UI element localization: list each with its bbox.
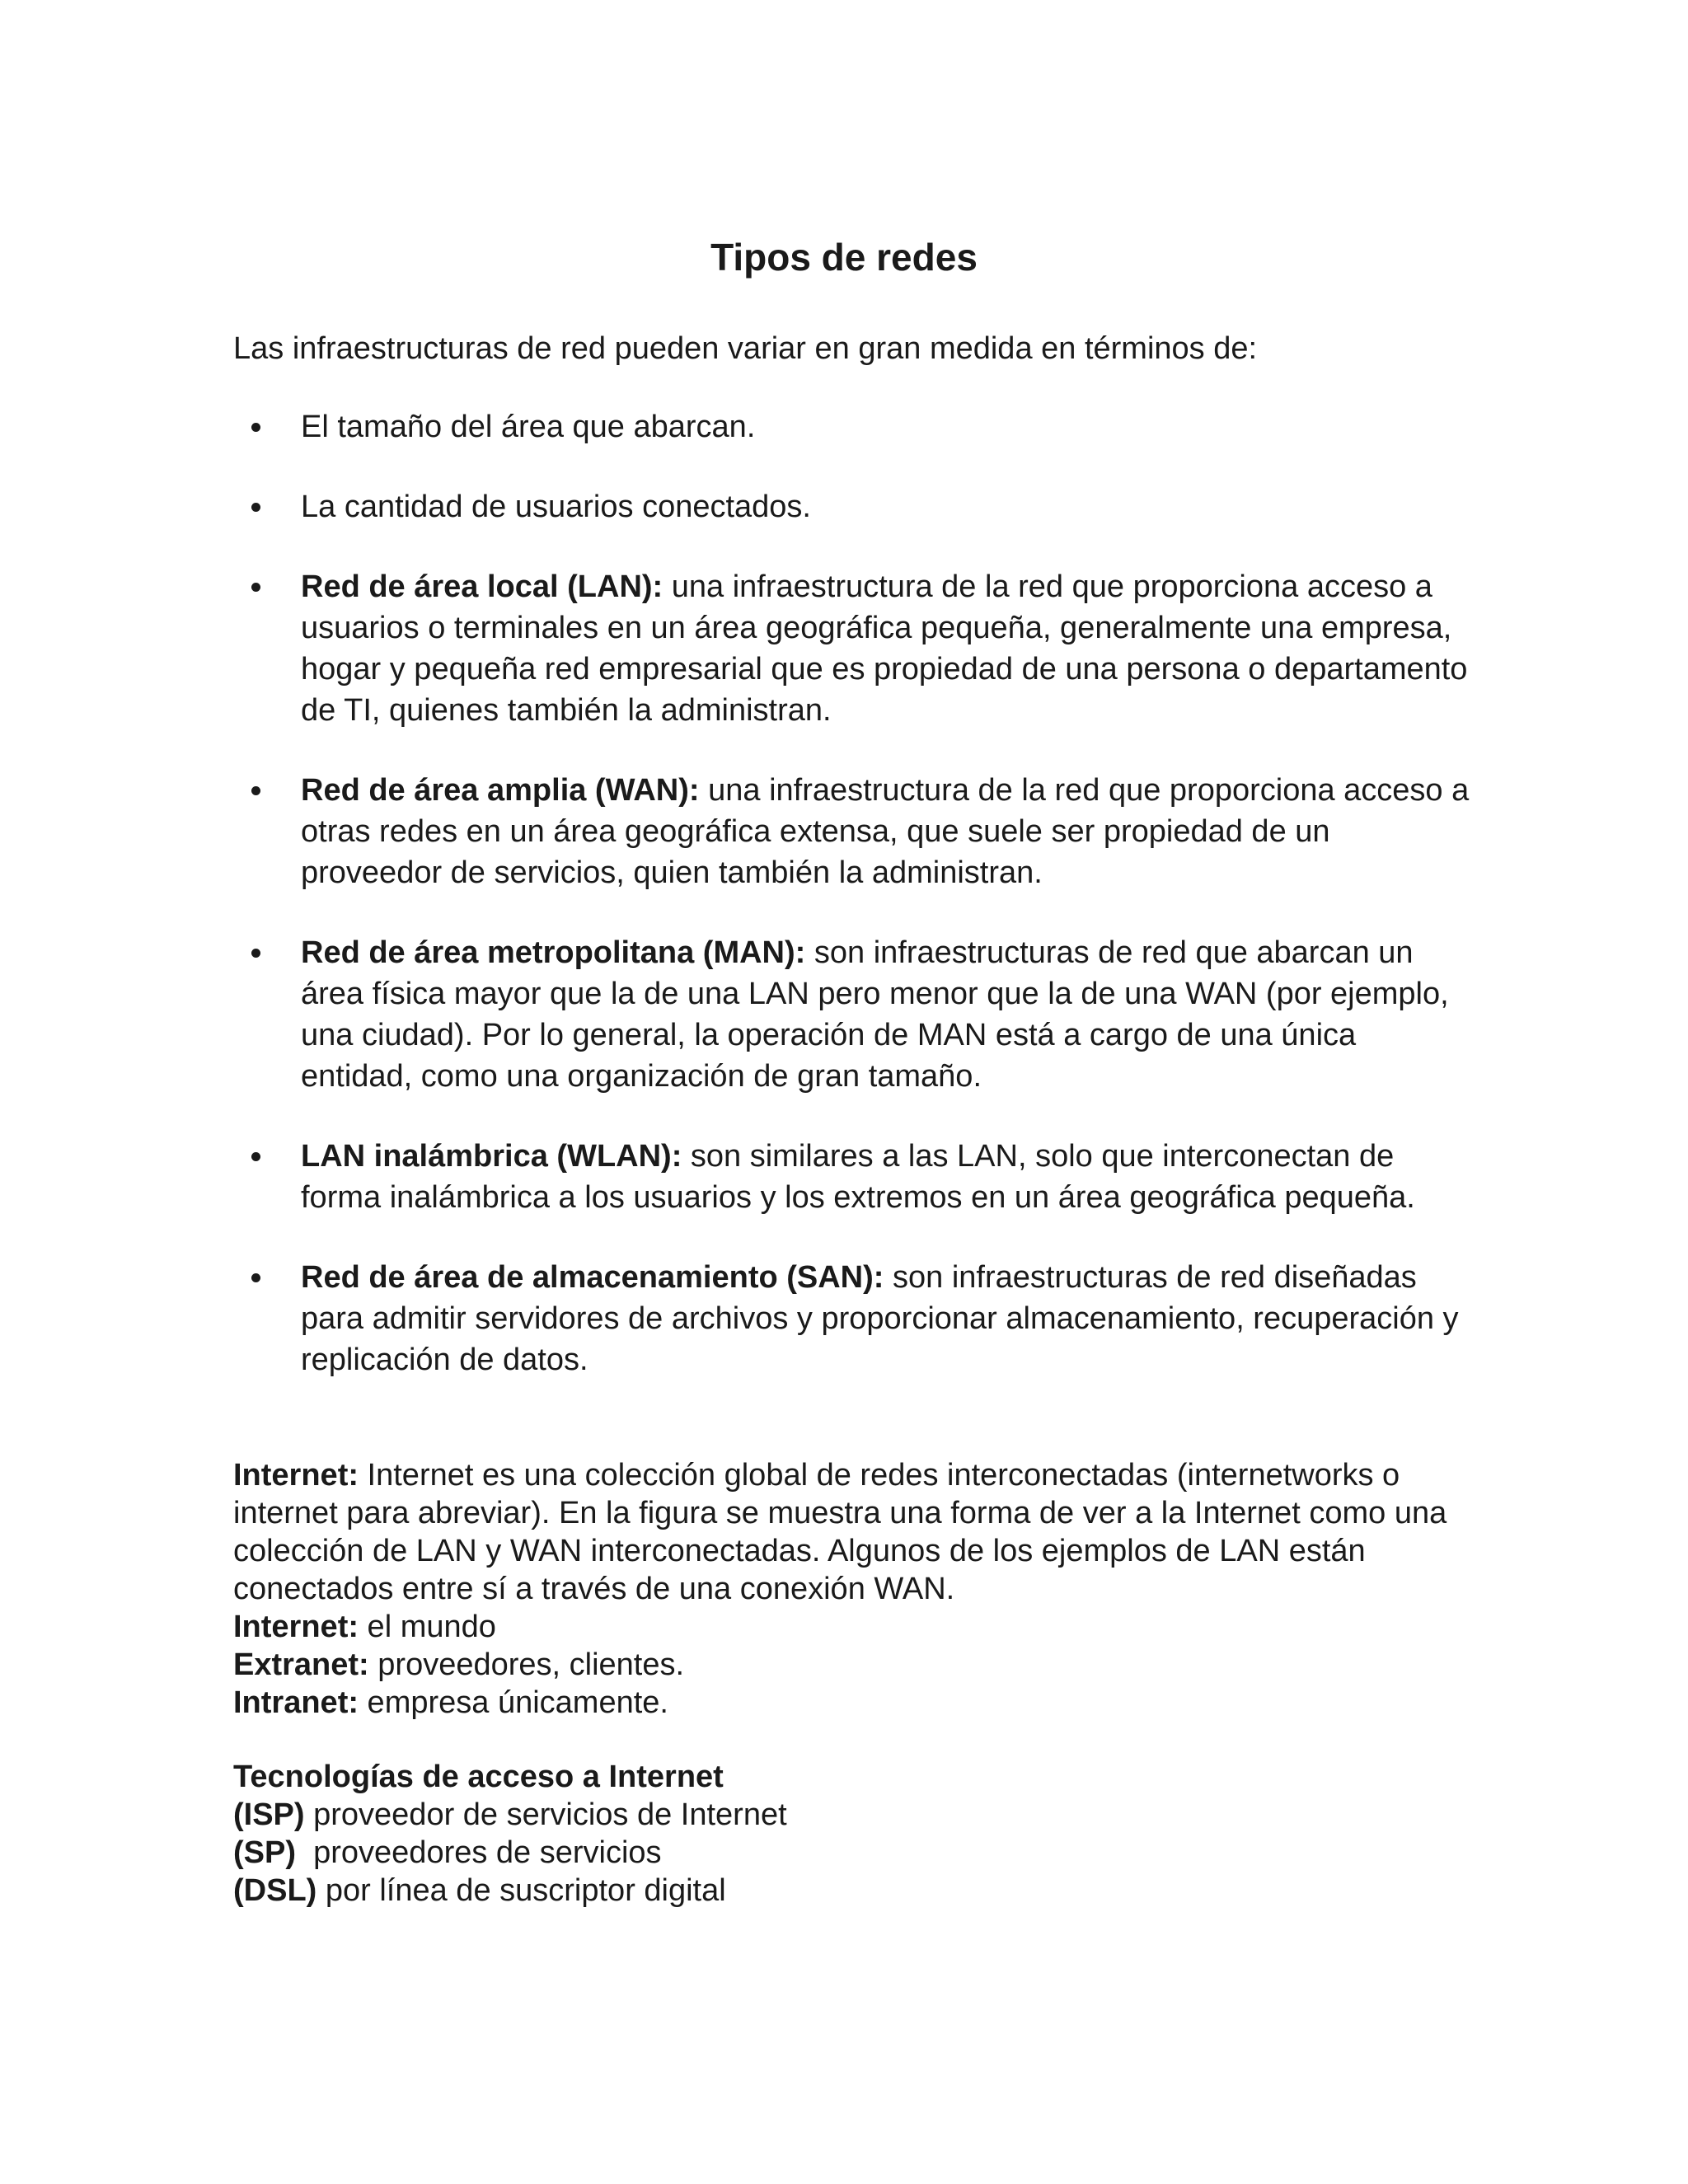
internet-paragraph: [233, 1456, 1470, 1608]
list-item-term: LAN inalámbrica (WLAN):: [301, 1139, 682, 1174]
list-item-wan: [233, 770, 1470, 893]
line-text: el mundo: [359, 1610, 496, 1644]
intro-paragraph: Las infraestructuras de red pueden variar en gran medida en términos de:: [233, 331, 1258, 366]
line-text: proveedores, clientes.: [368, 1647, 685, 1682]
tech-term: (ISP): [233, 1797, 305, 1832]
tech-item-isp: [233, 1796, 1470, 1834]
list-item-term: Red de área local (LAN):: [301, 569, 663, 604]
line-term: Internet:: [233, 1610, 359, 1644]
list-item-wlan: [233, 1136, 1470, 1218]
tech-item-dsl: [233, 1872, 1470, 1910]
internet-section: [233, 1456, 1470, 1722]
bullet-icon: [251, 503, 260, 512]
technologies-heading-text: Tecnologías de acceso a Internet: [233, 1760, 724, 1794]
list-item-text: son infraestructuras de red diseñadas para admitir servidores de archivos y proporcionar almacenamiento, recuperación y replicación de datos.: [301, 1260, 1459, 1377]
list-item-san: [233, 1257, 1470, 1380]
bullet-icon: [251, 423, 260, 432]
list-item-text: una infraestructura de la red que proporciona acceso a otras redes en un área geográfica extensa, que suele ser propiedad de un proveedor de servicios, quien también la administran.: [301, 773, 1470, 890]
list-item-text: son infraestructuras de red que abarcan un área física mayor que la de una LAN pero menor que la de una WAN (por ejemplo, una ciudad). Por lo general, la operación de MAN está a cargo de una única entidad, como una organización de gran tamaño.: [301, 935, 1449, 1094]
intranet-line: [233, 1684, 1470, 1722]
bullet-icon: [251, 583, 260, 592]
tech-text: proveedores de servicios: [296, 1835, 662, 1870]
line-text: empresa únicamente.: [359, 1685, 668, 1720]
list-item-term: Red de área de almacenamiento (SAN):: [301, 1260, 884, 1295]
list-item-lan: [233, 566, 1470, 731]
technologies-section: [233, 1758, 1470, 1910]
line-term: Intranet:: [233, 1685, 359, 1720]
tech-term: (DSL): [233, 1873, 317, 1908]
network-types-list: [233, 406, 1470, 1419]
extranet-line: [233, 1646, 1470, 1684]
bullet-icon: [251, 1273, 260, 1282]
page-title: Tipos de redes: [710, 236, 978, 279]
list-item-text: una infraestructura de la red que proporciona acceso a usuarios o terminales en un área geográfica pequeña, generalmente una empresa, hogar y pequeña red empresarial que es propiedad de una persona o departamento de TI, quienes también la administran.: [301, 569, 1468, 728]
internet-text: Internet es una colección global de redes interconectadas (internetworks o internet para abreviar). En la figura se muestra una forma de ver a la Internet como una colección de LAN y WAN interconectadas. Algunos de los ejemplos de LAN están conectados entre sí a través de una conexión WAN.: [233, 1458, 1447, 1606]
bullet-icon: [251, 786, 260, 795]
internet-line: [233, 1608, 1470, 1646]
list-item-man: [233, 932, 1470, 1097]
tech-term: (SP): [233, 1835, 296, 1870]
tech-text: por línea de suscriptor digital: [316, 1873, 726, 1908]
line-term: Extranet:: [233, 1647, 369, 1682]
list-item: [233, 406, 1470, 448]
internet-term: Internet:: [233, 1458, 359, 1493]
tech-item-sp: [233, 1834, 1470, 1872]
list-item-term: Red de área amplia (WAN):: [301, 773, 700, 808]
list-item-text: La cantidad de usuarios conectados.: [301, 490, 811, 524]
bullet-icon: [251, 1152, 260, 1161]
technologies-heading: [233, 1758, 1470, 1796]
bullet-icon: [251, 949, 260, 958]
list-item-text: El tamaño del área que abarcan.: [301, 410, 756, 444]
list-item-text: son similares a las LAN, solo que interconectan de forma inalámbrica a los usuarios y los extremos en un área geográfica pequeña.: [301, 1139, 1415, 1215]
list-item-term: Red de área metropolitana (MAN):: [301, 935, 806, 970]
list-item: [233, 486, 1470, 527]
tech-text: proveedor de servicios de Internet: [304, 1797, 787, 1832]
